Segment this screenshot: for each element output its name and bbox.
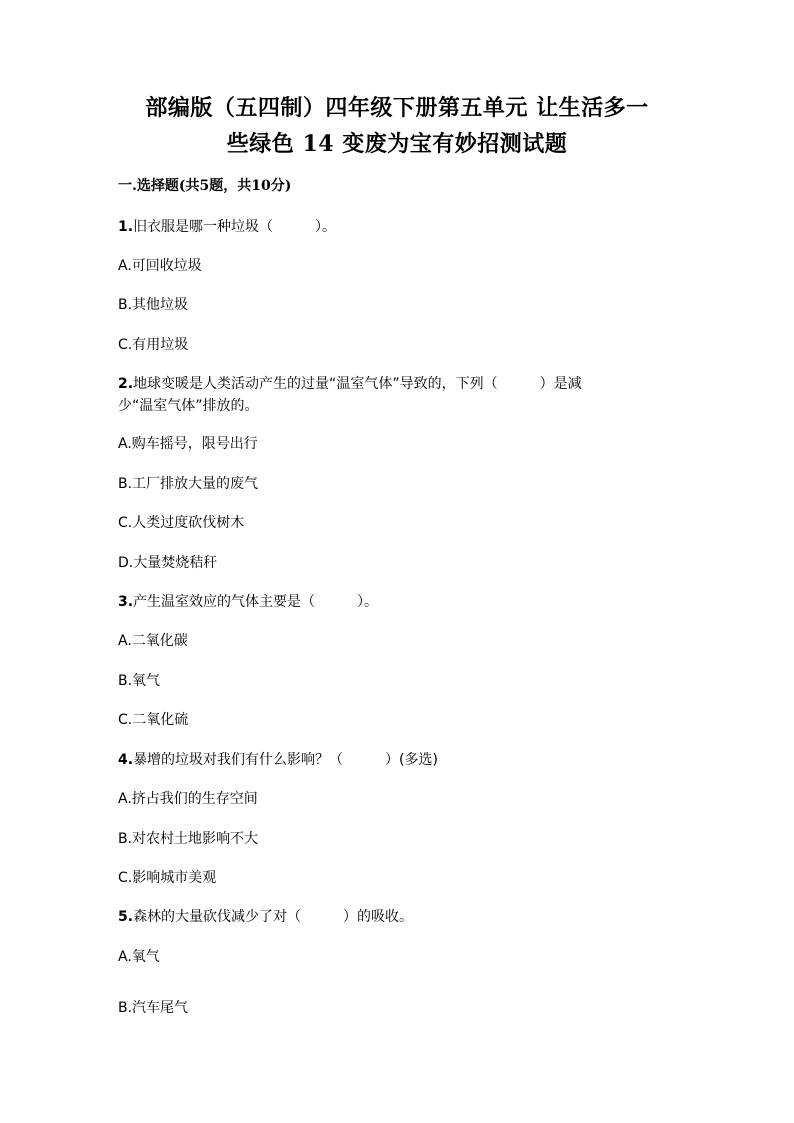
question-4-option-b: B.对农村土地影响不大 <box>118 831 259 847</box>
question-4 <box>118 750 438 770</box>
question-2 <box>118 374 582 394</box>
question-stem-line-1: 地球变暖是人类活动产生的过量“温室气体”导致的，下列（ ）是减 <box>133 376 582 392</box>
question-1-option-c: C.有用垃圾 <box>118 337 189 353</box>
question-number: 2. <box>118 376 134 392</box>
question-3 <box>118 592 378 612</box>
question-number: 5. <box>118 909 134 925</box>
question-1-option-b: B.其他垃圾 <box>118 297 189 313</box>
question-1 <box>118 217 336 237</box>
question-2-option-c: C.人类过度砍伐树木 <box>118 515 245 531</box>
question-3-option-c: C.二氧化硫 <box>118 712 189 728</box>
question-5-option-b: B.汽车尾气 <box>118 1000 189 1016</box>
question-2-option-b: B.工厂排放大量的废气 <box>118 476 259 492</box>
question-stem: 森林的大量砍伐减少了对（ ）的吸收。 <box>133 909 414 925</box>
document-title-line-1: 部编版（五四制）四年级下册第五单元 让生活多一 <box>145 95 649 121</box>
question-2-option-d: D.大量焚烧秸秆 <box>118 555 218 571</box>
question-stem: 旧衣服是哪一种垃圾（ ）。 <box>133 219 337 235</box>
document-title-line-2: 些绿色 14 变废为宝有妙招测试题 <box>226 131 568 157</box>
question-3-option-a: A.二氧化碳 <box>118 633 188 649</box>
question-stem: 产生温室效应的气体主要是（ ）。 <box>133 594 379 610</box>
question-number: 4. <box>118 752 134 768</box>
question-number: 1. <box>118 219 134 235</box>
question-4-option-a: A.挤占我们的生存空间 <box>118 791 258 807</box>
question-3-option-b: B.氧气 <box>118 673 161 689</box>
question-5-option-a: A.氧气 <box>118 949 160 965</box>
question-2-stem-line-2: 少“温室气体”排放的。 <box>118 398 259 414</box>
section-heading: 一.选择题(共5题，共10分) <box>118 178 292 194</box>
question-1-option-a: A.可回收垃圾 <box>118 258 202 274</box>
question-5 <box>118 907 413 927</box>
question-4-option-c: C.影响城市美观 <box>118 870 217 886</box>
question-number: 3. <box>118 594 134 610</box>
question-2-option-a: A.购车摇号，限号出行 <box>118 436 258 452</box>
question-stem: 暴增的垃圾对我们有什么影响？（ ）(多选) <box>133 752 438 768</box>
